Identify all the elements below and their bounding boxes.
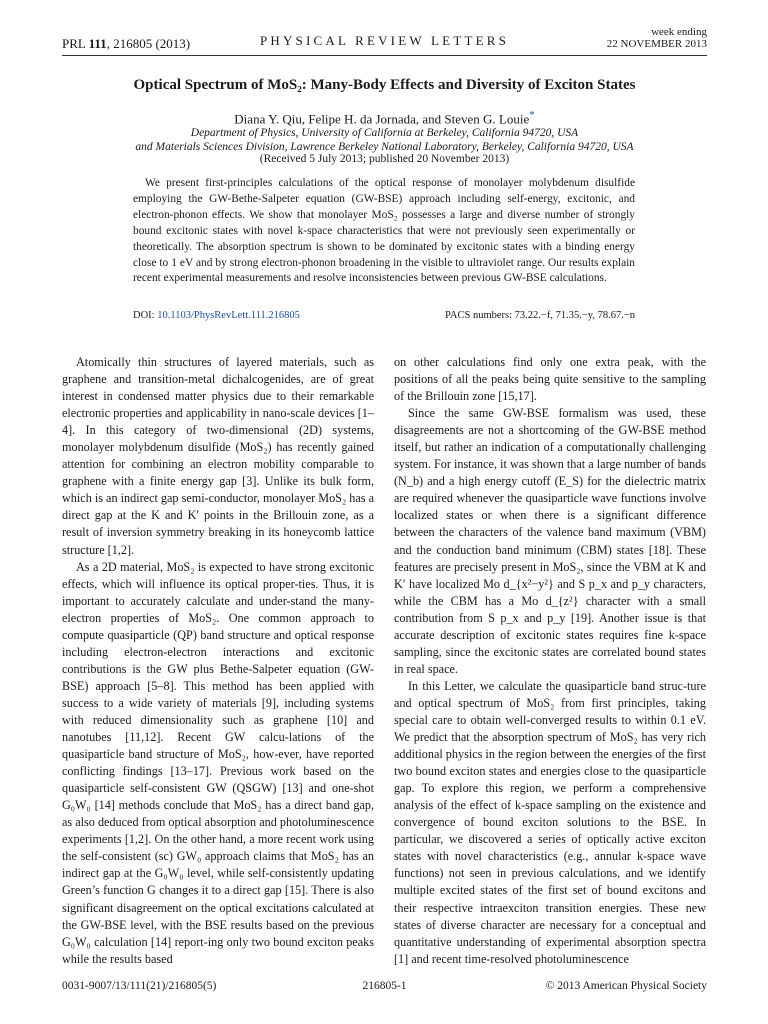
received-dates: (Received 5 July 2013; published 20 November 2013) [259,153,510,165]
affiliation-lbnl: and Materials Sciences Division, Lawrence Berkeley National Laboratory, Berkeley, California 94720, USA [135,141,634,153]
abstract-text: We present first-principles calculations of the optical response of monolayer molybdenum disulfide employing the GW-Bethe-Salpeter equation (GW-BSE) approach including self-energy, excitonic, and electron-phonon effects. We show that monolayer MoS₂ possesses a large and diverse number of strongly bound excitonic states with novel k-space characteristics that were not previously seen experimentally or theoretically. The absorption spectrum is shown to be dominated by excitonic states with a binding energy close to 1 eV and by strong electron-phonon broadening in the visible to ultraviolet range. Our results explain recent experimental measurements and resolve inconsistencies between previous GW-BSE calculations. [133,177,635,285]
affiliation-physics: Department of Physics, University of California at Berkeley, California 94720, USA [190,127,579,139]
article-title: Optical Spectrum of MoS₂: Many-Body Effects and Diversity of Exciton States [133,77,636,93]
doi: DOI: 10.1103/PhysRevLett.111.216805 [133,310,300,321]
paragraph: Atomically thin structures of layered materials, such as graphene and transition-metal dichalcogenides, are of great interest in condensed matter physics due to their remarkable electronic properties and applicability in nano-scale devices [1–4]. In this category of two-dimensional (2D) systems, monolayer molybdenum disulfide (MoS₂) has recently gained attention for combining an electron mobility comparable to graphene with a finite energy gap [3]. Unlike its bulk form, which is an indirect gap semi-conductor, monolayer MoS₂ has a direct gap at the K and K′ points in the Brillouin zone, as a result of inversion symmetry breaking in its honeycomb lattice structure [1,2]. [62,355,374,557]
header-rule [62,55,707,56]
paragraph: In this Letter, we calculate the quasiparticle band struc-ture and optical spectrum of MoS₂ from first principles, taking special care to obtain well-converged results to within 0.1 eV. We predict that the absorption spectrum of MoS₂ has very rich additional physics in the region between the energies of the first two bound exciton states and energies close to the quasiparticle gap. To explore this region, we perform a comprehensive analysis of the effect of k-space sampling on the existence and convergence of bound exciton solutions to the BSE. In particular, we discovered a series of optically active exciton states with novel characteristics (e.g., annular k-space wave functions) not seen in previous calculations, and we identify multiple excited states of the first set of bound excitons and their respective intraexciton transition energies. These new states of diverse character are necessary for a conceptual and quantitative understanding of experimental absorption spectra [1] and recent time-resolved photoluminescence [394,678,706,966]
body-column-left [62,354,374,968]
week-ending-label: week ending [651,26,707,38]
journal-reference: PRL 111, 216805 (2013) [62,36,191,51]
abstract [133,176,635,287]
paragraph: on other calculations find only one extra peak, with the positions of all the peaks being quite sensitive to the sampling of the Brillouin zone [15,17]. [394,355,706,404]
author-list: Diana Y. Qiu, Felipe H. da Jornada, and Steven G. Louie* [234,109,535,127]
page-number: 216805-1 [362,980,407,992]
copyright: © 2013 American Physical Society [545,980,707,992]
paragraph: Since the same GW-BSE formalism was used, these disagreements are not a shortcoming of the GW-BSE method itself, but rather an indication of a computationally challenging system. For instance, it was shown that a large number of bands (N_b) and a high energy cutoff (E_S) for the dielectric matrix are required whenever the quasiparticle wave functions involve localized states or when there is a significant difference between the characters of the valence band maximum (VBM) and the conduction band minimum (CBM) states [18]. These features are precisely present in MoS₂, since the VBM at K and K′ have localized Mo d_{x²−y²} and S p_x and p_y characters, while the CBM has a Mo d_{z²} character with a small contribution from S p_x and p_y [19]. Another issue is that accurate description of excitonic states requires fine k-space sampling, since the excitonic states are correlated bound states in real space. [394,406,706,676]
corresponding-author-marker[interactable]: * [529,109,535,121]
body-column-right [394,354,706,968]
issue-date [607,26,707,50]
week-ending-date: 22 NOVEMBER 2013 [606,38,707,50]
journal-name: PHYSICAL REVIEW LETTERS [259,33,510,48]
article-code: 0031-9007/13/111(21)/216805(5) [62,980,217,992]
running-header [62,25,707,55]
pacs-numbers: PACS numbers: 73.22.−f, 71.35.−y, 78.67.−n [445,310,635,321]
paragraph: As a 2D material, MoS₂ is expected to have strong excitonic effects, which will influence its optical proper-ties. Thus, it is important to accurately calculate and under-stand the many-electron properties of MoS₂. One common approach to compute quasiparticle (QP) band structure and optical response including electron-electron interactions and excitonic contributions is the GW plus Bethe-Salpeter equation (GW-BSE) approach [5–8]. This method has been applied with success to a wide variety of materials [9], including systems with reduced dimensionality such as graphene [10] and nanotubes [11,12]. Recent GW calcu-lations of the quasiparticle band structure of MoS₂, how-ever, have reported conflicting findings [13–17]. Previous work based on the quasiparticle self-consistent GW (QSGW) [13] and one-shot G₀W₀ [14] methods conclude that MoS₂ has a direct band gap, as also deduced from optical absorption and photoluminescence experiments [1,2]. On the other hand, a more recent work using the self-consistent (sc) GW₀ approach claims that MoS₂ has an indirect gap at the G₀W₀ level, while self-consistently updating Green’s function G changes it to a direct gap [15]. There is also significant disagreement on the optical excitations calculated at the GW-BSE level, with the BSE results based on the previous G₀W₀ calculation [14] report-ing only two bound exciton peaks while the results based [62,559,374,966]
doi-link[interactable]: 10.1103/PhysRevLett.111.216805 [157,310,300,321]
journal-volume: 111 [88,36,107,51]
